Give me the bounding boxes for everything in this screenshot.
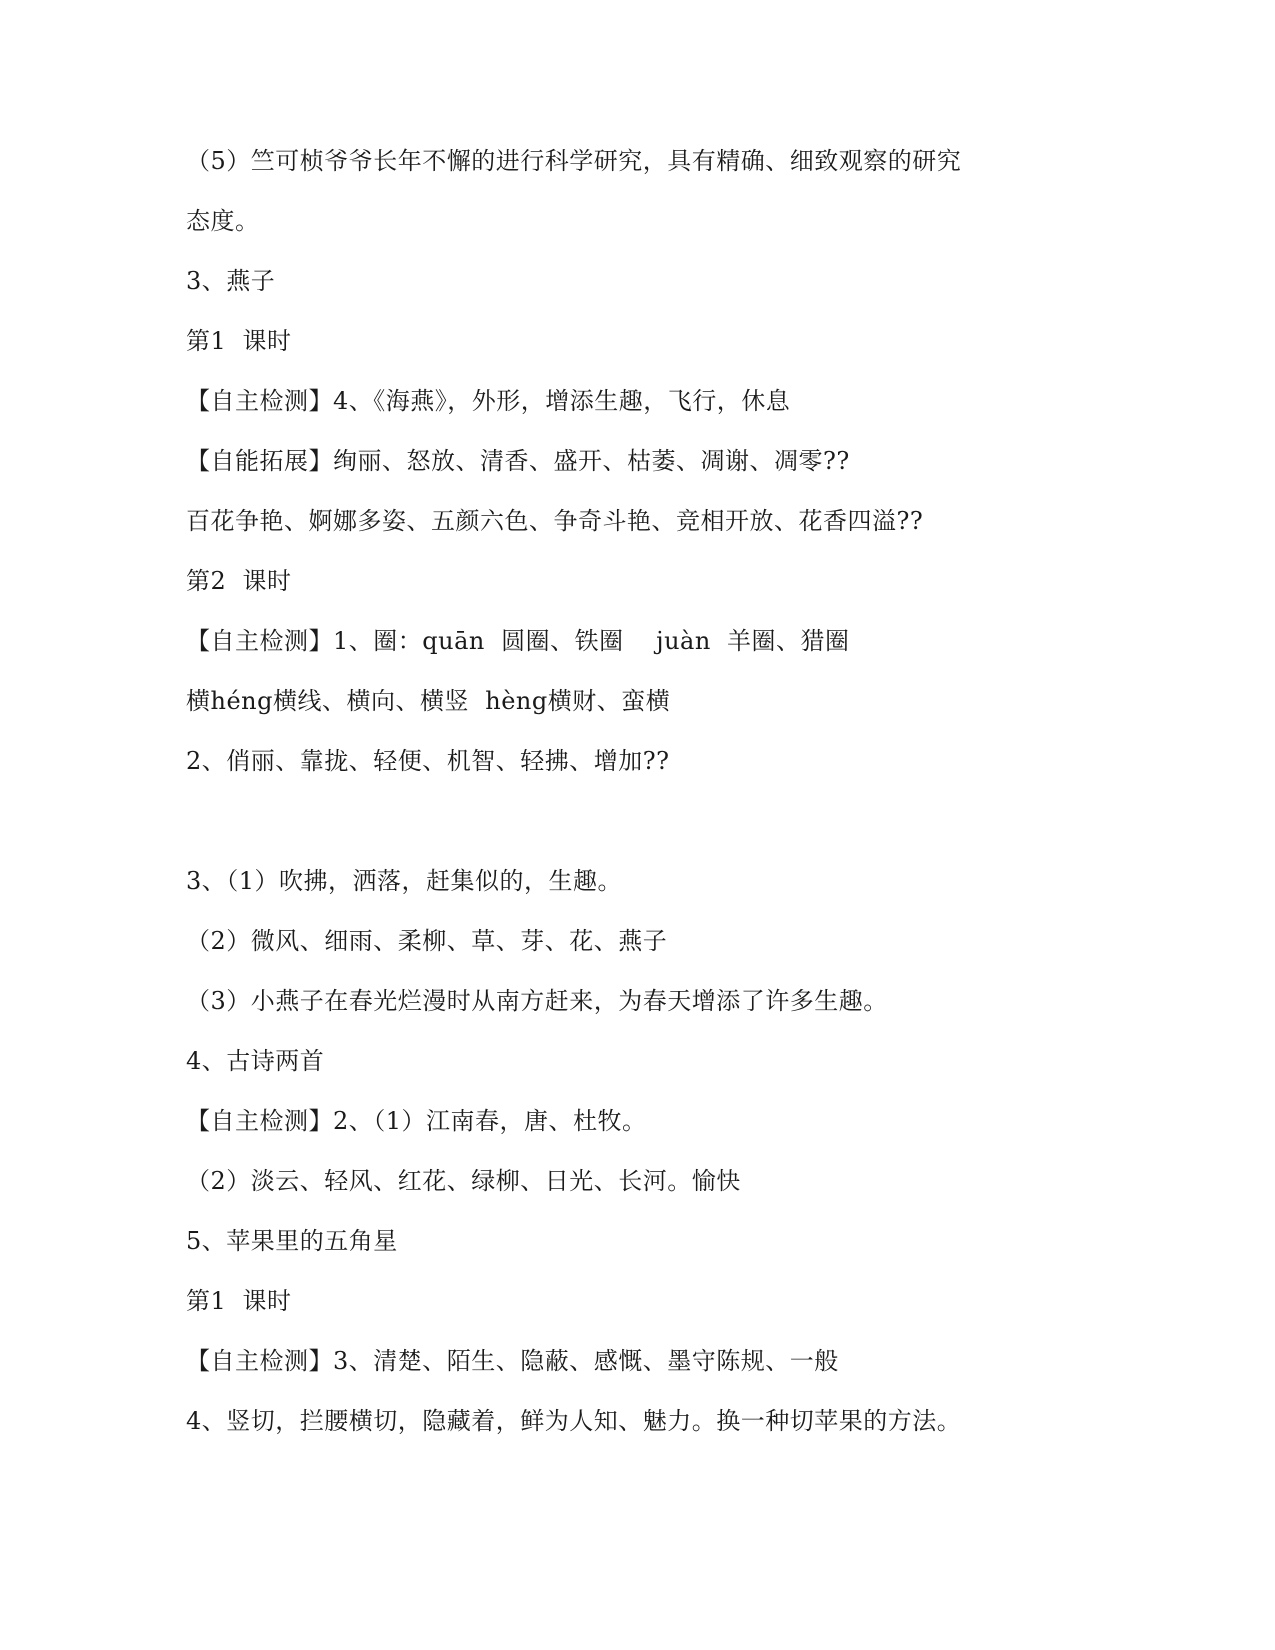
- section-heading-apple-star: 5、苹果里的五角星: [186, 1227, 398, 1255]
- lesson-heading-3: 第1 课时: [186, 1287, 292, 1315]
- text-line-5: 【自主检测】4、《海燕》，外形，增添生趣，飞行，休息: [186, 387, 791, 415]
- text-line-16: 【自主检测】2、（1）江南春，唐、杜牧。: [186, 1107, 647, 1135]
- text-line-21: 4、竖切，拦腰横切，隐藏着，鲜为人知、魅力。换一种切苹果的方法。: [186, 1407, 962, 1435]
- text-line-17: （2）淡云、轻风、红花、绿柳、日光、长河。愉快: [186, 1167, 741, 1195]
- lesson-heading-1: 第1 课时: [186, 327, 292, 355]
- text-line-6: 【自能拓展】绚丽、怒放、清香、盛开、枯萎、凋谢、凋零??: [186, 447, 850, 475]
- section-heading-swallow: 3、燕子: [186, 267, 276, 295]
- text-line-10: 横héng横线、横向、横竖 hèng横财、蛮横: [186, 687, 671, 715]
- text-line-20: 【自主检测】3、清楚、陌生、隐蔽、感慨、墨守陈规、一般: [186, 1347, 839, 1375]
- text-line-13: （2）微风、细雨、柔柳、草、芽、花、燕子: [186, 927, 668, 955]
- text-line-1: （5）竺可桢爷爷长年不懈的进行科学研究，具有精确、细致观察的研究: [186, 147, 962, 175]
- lesson-heading-2: 第2 课时: [186, 567, 292, 595]
- section-heading-poems: 4、古诗两首: [186, 1047, 325, 1075]
- text-line-12: 3、（1）吹拂，洒落，赶集似的，生趣。: [186, 867, 623, 895]
- text-line-7: 百花争艳、婀娜多姿、五颜六色、争奇斗艳、竞相开放、花香四溢??: [186, 507, 924, 535]
- text-line-14: （3）小燕子在春光烂漫时从南方赶来，为春天增添了许多生趣。: [186, 987, 888, 1015]
- text-line-2: 态度。: [186, 207, 260, 235]
- text-line-11: 2、俏丽、靠拢、轻便、机智、轻拂、增加??: [186, 747, 670, 775]
- text-line-9: 【自主检测】1、圈：quān 圆圈、铁圈 juàn 羊圈、猎圈: [186, 627, 850, 655]
